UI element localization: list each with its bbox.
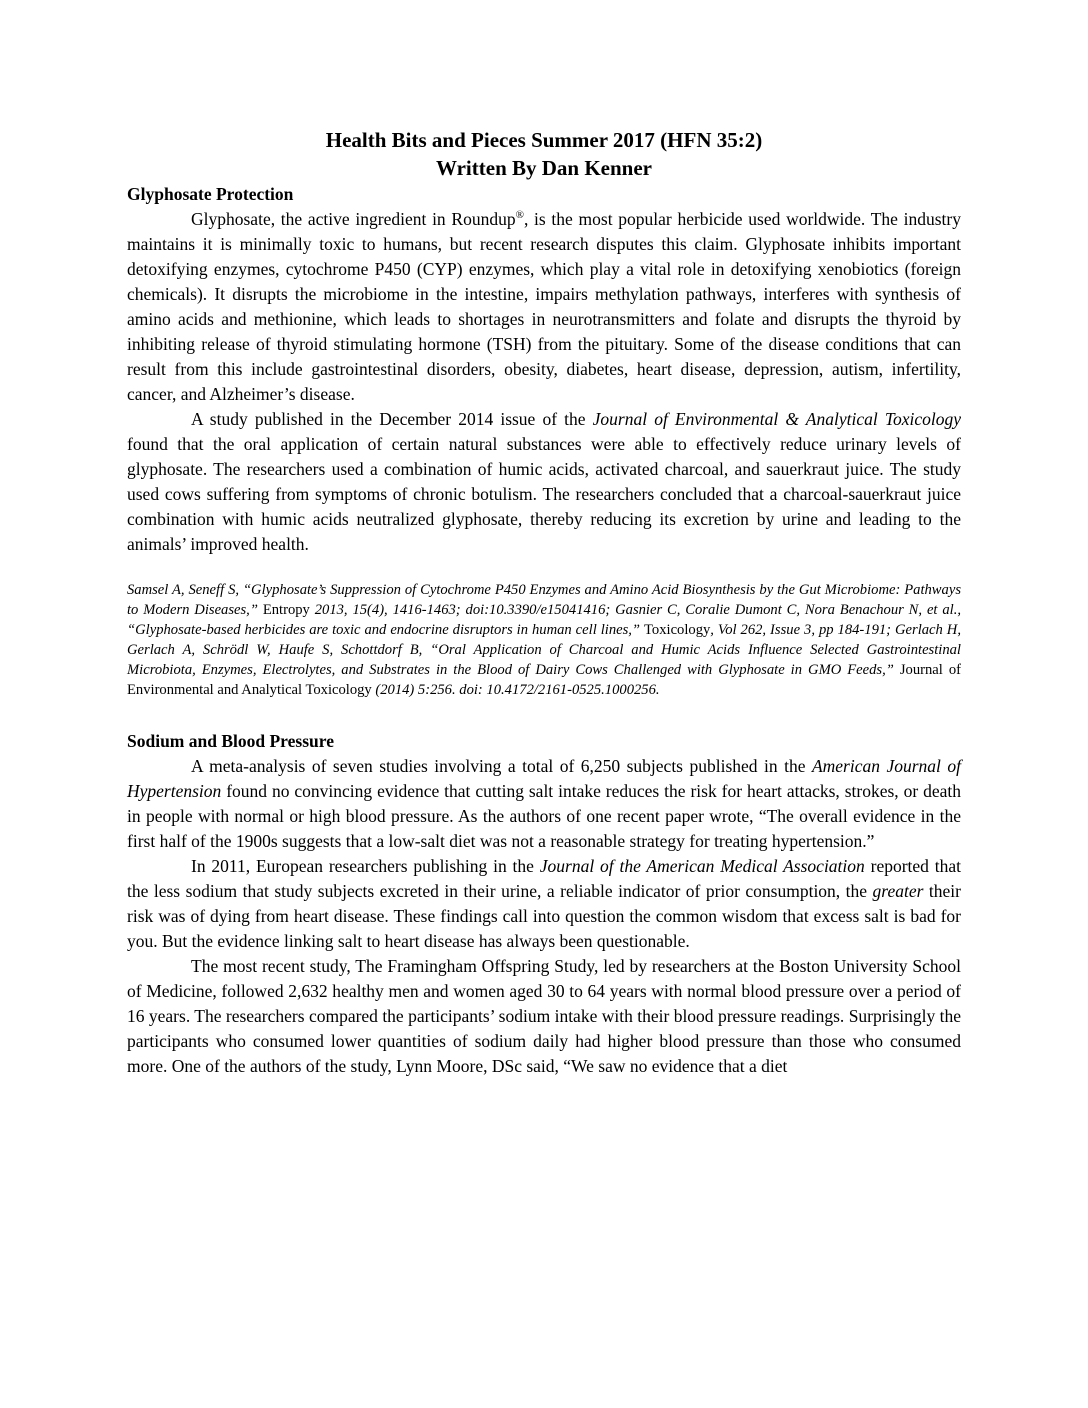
paragraph-sodium-meta-analysis: [127, 754, 961, 854]
text-run: Glyphosate, the active ingredient in Roundup: [191, 209, 516, 229]
text-run: their risk was of dying from heart disease. These findings call into question the common wisdom that excess salt is bad for you. But the evidence linking salt to heart disease has always been questionable.: [127, 881, 961, 951]
journal-name-italic: Journal of Environmental & Analytical Toxicology: [592, 409, 961, 429]
journal-name-jeat: Journal of Environmental and Analytical Toxicology: [127, 662, 961, 698]
paragraph-glyphosate-intro: [127, 207, 961, 407]
citation-run: (2014) 5:256. doi: 10.4172/2161-0525.1000256.: [375, 682, 660, 698]
registered-trademark-symbol: ®: [515, 209, 524, 222]
text-run: In 2011, European researchers publishing in the: [191, 856, 540, 876]
journal-name-entropy: Entropy: [262, 602, 310, 618]
citation-block: [127, 580, 961, 700]
text-run: A study published in the December 2014 issue of the: [191, 409, 593, 429]
journal-name-italic: American Journal of Hypertension: [127, 756, 961, 801]
text-run: found no convincing evidence that cutting salt intake reduces the risk for heart attacks, strokes, or death in people with normal or high blood pressure. As the authors of one recent paper wrote, “The overall evidence in the first half of the 1900s suggests that a low-salt diet was not a reasonable strategy for treating hypertension.”: [127, 781, 961, 851]
section-heading-glyphosate-protection: Glyphosate Protection: [127, 184, 294, 204]
text-run: found that the oral application of certain natural substances were able to effectively reduce urinary levels of glyphosate. The researchers used a combination of humic acids, activated charcoal, and sauerkraut juice. The study used cows suffering from symptoms of chronic botulism. The researchers concluded that a charcoal-sauerkraut juice combination with humic acids neutralized glyphosate, thereby reducing its excretion by urine and leading to the animals’ improved health.: [127, 434, 961, 554]
text-run: , is the most popular herbicide used worldwide. The industry maintains it is minimally toxic to humans, but recent research disputes this claim. Glyphosate inhibits important detoxifying enzymes, cytochrome P450 (CYP) enzymes, which play a vital role in detoxifying xenobiotics (foreign chemicals). It disrupts the microbiome in the intestine, impairs methylation pathways, interferes with synthesis of amino acids and methionine, which leads to shortages in neurotransmitters and folate and disrupts the thyroid by inhibiting release of thyroid stimulating hormone (TSH) from the pituitary. Some of the disease conditions that can result from this include gastrointestinal disorders, obesity, diabetes, heart disease, depression, autism, infertility, cancer, and Alzheimer’s disease.: [127, 209, 961, 404]
document-title: Health Bits and Pieces Summer 2017 (HFN 35:2): [325, 128, 763, 152]
citation-run: Samsel A, Seneff S, “Glyphosate’s Suppression of Cytochrome P450 Enzymes and Amino Acid Biosynthesis by the Gut Microbiome: Pathways to Modern Diseases,”: [127, 582, 961, 618]
paragraph-sodium-jama-2011: [127, 854, 961, 954]
citation-run: 2013, 15(4), 1416-1463; doi:10.3390/e15041416; Gasnier C, Coralie Dumont C, Nora Benachour N, et al., “Glyphosate-based herbicides are toxic and endocrine disruptors in human cell lines,”: [127, 602, 961, 638]
document-byline: Written By Dan Kenner: [435, 156, 653, 180]
journal-name-toxicology: Toxicology: [644, 622, 711, 638]
journal-name-italic: Journal of the American Medical Association: [539, 856, 865, 876]
text-run: reported that the less sodium that study subjects excreted in their urine, a reliable indicator of prior consumption, the: [127, 856, 962, 901]
emphasis-greater: greater: [872, 881, 924, 901]
citation-run: , Vol 262, Issue 3, pp 184-191; Gerlach H, Gerlach A, Schrödl W, Haufe S, Schottdorf B, “Oral Application of Charcoal and Humic Acids Influence Selected Gastrointestinal Microbiota, Enzymes, Electrolytes, and Substrates in the Blood of Dairy Cows Challenged with Glyphosate in GMO Feeds,”: [127, 622, 961, 678]
paragraph-sodium-framingham: The most recent study, The Framingham Offspring Study, led by researchers at the Boston University School of Medicine, followed 2,632 healthy men and women aged 30 to 64 years with normal blood pressure over a period of 16 years. The researchers compared the participants’ sodium intake with their blood pressure readings. Surprisingly the participants who consumed lower quantities of sodium daily had higher blood pressure than those who consumed more. One of the authors of the study, Lynn Moore, DSc said, “We saw no evidence that a diet: [127, 956, 961, 1076]
paragraph-glyphosate-study: [127, 407, 961, 557]
text-run: A meta-analysis of seven studies involving a total of 6,250 subjects published in the: [191, 756, 812, 776]
section-heading-sodium-blood-pressure: Sodium and Blood Pressure: [127, 731, 334, 751]
